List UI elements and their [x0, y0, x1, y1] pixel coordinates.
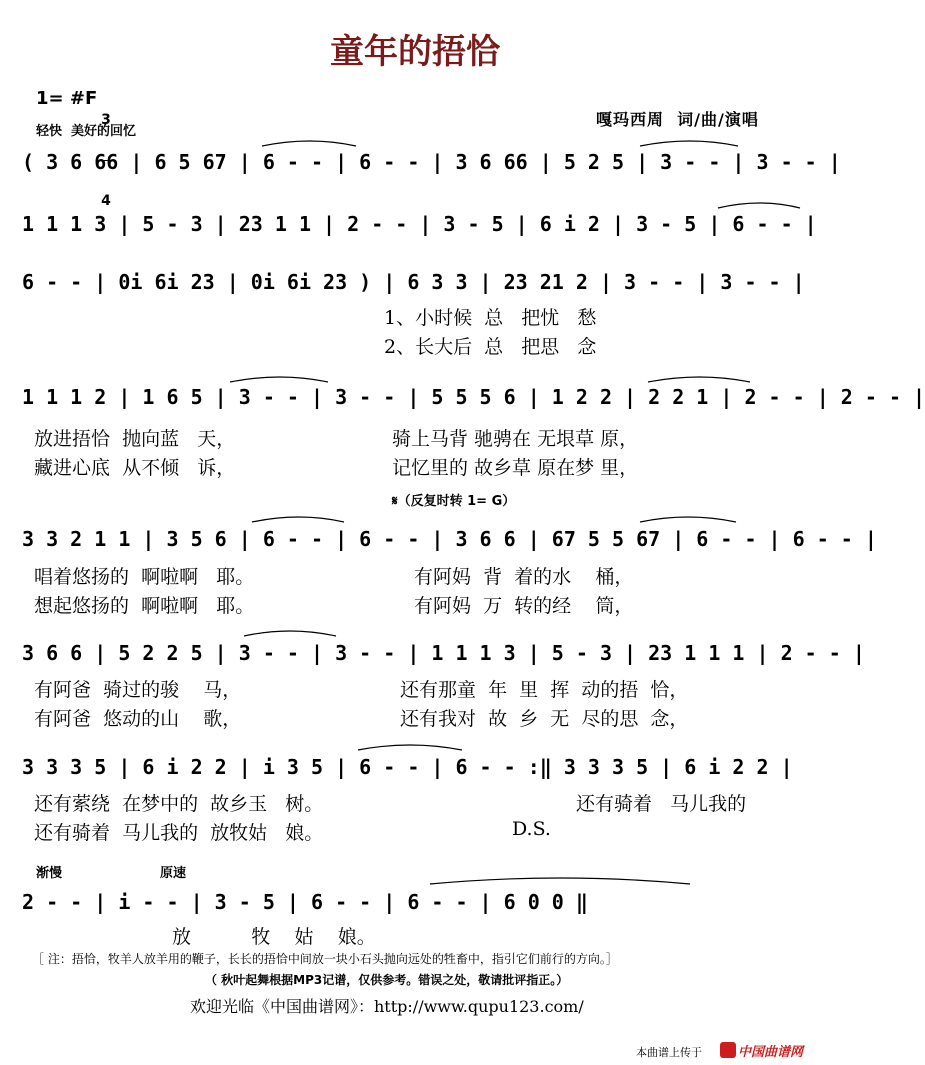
song-title: 童年的捂恰 [330, 32, 500, 72]
notation-system-2: 1 1 1 3 | 5 - 3 | 23 1 1 | 2 - - | 3 - 5 | 6 i 2 | 3 - 5 | 6 - - | [22, 212, 817, 236]
a-tempo-marking: 原速 [160, 866, 187, 881]
key-signature: 1= #F [36, 88, 98, 109]
segno-instruction: 𝄋（反复时转 1= G） [392, 494, 516, 509]
lyric-verse1-line2b: 骑上马背 驰骋在 无垠草 原， [392, 428, 639, 450]
site-logo[interactable] [720, 1040, 818, 1060]
lyric-verse1-line4a: 有阿爸 骑过的骏 马， [34, 679, 242, 701]
time-signature-top: 3 [101, 112, 111, 128]
dal-segno: D.S. [512, 818, 551, 840]
lyric-verse2-line5a: 还有骑着 马儿我的 放牧姑 娘。 [34, 822, 324, 844]
notation-system-4: 1 1 1 2 | 1 6 5 | 3 - - | 3 - - | 5 5 5 6 | 1 2 2 | 2 2 1 | 2 - - | 2 - - | [22, 385, 925, 409]
notation-system-5: 3 3 2 1 1 | 3 5 6 | 6 - - | 6 - - | 3 6 6 | 67 5 5 67 | 6 - - | 6 - - | [22, 527, 877, 551]
lyric-verse1-line4b: 还有那童 年 里 挥 动的捂 恰， [400, 679, 689, 701]
notation-system-3: 6 - - | 0i 6i 23 | 0i 6i 23 ) | 6 3 3 | 23 21 2 | 3 - - | 3 - - | [22, 270, 805, 294]
tie-arc [230, 377, 328, 382]
tempo-marking: 轻快 美好的回忆 [36, 124, 137, 139]
tie-arc [244, 631, 336, 636]
tie-arc [640, 517, 736, 522]
time-signature-bottom: 4 [101, 193, 111, 209]
final-lyric: 放 牧 姑 娘。 [172, 926, 376, 948]
lyric-verse2-line1: 2、长大后 总 把思 念 [384, 336, 597, 358]
tie-arc [430, 878, 690, 884]
notation-system-1: ( 3 6 66 | 6 5 67 | 6 - - | 6 - - | 3 6 66 | 5 2 5 | 3 - - | 3 - - | [22, 150, 841, 174]
lyric-verse2-line2b: 记忆里的 故乡草 原在梦 里， [392, 457, 639, 479]
lyric-verse1-line5a: 还有萦绕 在梦中的 故乡玉 树。 [34, 793, 324, 815]
tie-arc [358, 745, 462, 750]
lyric-verse2-line4b: 还有我对 故 乡 无 尽的思 念， [400, 708, 689, 730]
tie-arc [262, 141, 356, 146]
upload-note: 本曲谱上传于 [636, 1046, 702, 1059]
tie-arc [718, 203, 800, 208]
footnote: ［ 注：捂恰，牧羊人放羊用的鞭子，长长的捂恰中间放一块小石头抛向远处的牲畜中，指引它们前行的方向。］ [32, 952, 618, 966]
ritardando-marking: 渐慢 [36, 866, 63, 881]
logo-text: 中国曲谱网 [738, 1044, 804, 1060]
acknowledgement: （ 秋叶起舞根据MP3记谱，仅供参考。错误之处，敬请批评指正。） [205, 973, 569, 987]
tie-arc [640, 141, 738, 146]
notation-system-7: 3 3 3 5 | 6 i 2 2 | i 3 5 | 6 - - | 6 - - :‖ 3 3 3 5 | 6 i 2 2 | [22, 755, 793, 779]
lyric-verse1-line3b: 有阿妈 背 着的水 桶， [414, 566, 634, 588]
lyric-verse1-line3a: 唱着悠扬的 啊啦啊 耶。 [34, 566, 255, 588]
lyric-verse1-line5b: 还有骑着 马儿我的 [576, 793, 747, 815]
lyric-verse2-line3b: 有阿妈 万 转的经 筒， [414, 595, 634, 617]
notation-system-6: 3 6 6 | 5 2 2 5 | 3 - - | 3 - - | 1 1 1 3 | 5 - 3 | 23 1 1 1 | 2 - - | [22, 641, 865, 665]
lyric-verse1-line2a: 放进捂恰 抛向蓝 天， [34, 428, 236, 450]
lyric-verse2-line3a: 想起悠扬的 啊啦啊 耶。 [34, 595, 255, 617]
lyric-verse1-line1: 1、小时候 总 把忧 愁 [384, 307, 597, 329]
tie-arc [252, 517, 344, 522]
lyric-verse2-line4a: 有阿爸 悠动的山 歌， [34, 708, 242, 730]
credits: 嘎玛西周 词/曲/演唱 [596, 110, 759, 129]
notation-system-8: 2 - - | i - - | 3 - 5 | 6 - - | 6 - - | 6 0 0 ‖ [22, 890, 588, 914]
welcome-link[interactable]: 欢迎光临《中国曲谱网》：http://www.qupu123.com/ [190, 997, 584, 1016]
logo-icon [720, 1042, 736, 1058]
tie-arc [648, 377, 750, 382]
lyric-verse2-line2a: 藏进心底 从不倾 诉， [34, 457, 236, 479]
